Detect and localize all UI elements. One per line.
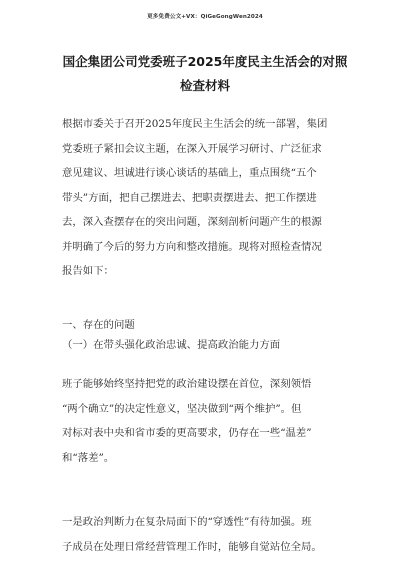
subsection-heading-text: （一）在带头强化政治忠诚、提高政治能力方面	[62, 339, 281, 351]
title-line-1: 国企集团公司党委班子2025年度民主生活会的对照	[62, 54, 348, 69]
body-line: 对标对表中央和省市委的更高要求，仍存在一些“温差”	[62, 427, 312, 439]
document-title	[55, 50, 355, 98]
intro-line: 并明确了今后的努力方向和整改措施。现将对照检查情况	[62, 240, 322, 253]
intro-line: 报告如下：	[62, 265, 114, 277]
body-line: “两个确立”的决定性意义，坚决做到“两个维护”。但	[62, 402, 302, 415]
body-line: 一是政治判断力在复杂局面下的“穿透性”有待加强。班	[62, 516, 312, 528]
intro-line: 根据市委关于召开2025年度民主生活会的统一部署，集团	[62, 118, 328, 130]
section-heading-text: 一、存在的问题	[62, 319, 135, 331]
intro-line: 去，深入查摆存在的突出问题，深刻剖析问题产生的根源	[62, 216, 322, 228]
body-line: 和“落差”。	[62, 451, 115, 464]
intro-line: 带头”方面，把自己摆进去、把职责摆进去、把工作摆进	[62, 191, 317, 204]
body-paragraph	[62, 372, 357, 470]
header-note: 更多免费公文+VX：QiGeGongWen2024	[147, 14, 263, 20]
body-line: 班子能够始终坚持把党的政治建设摆在首位，深刻领悟	[62, 378, 312, 390]
body-paragraph	[62, 510, 357, 559]
intro-line: 党委班子紧扣会议主题，在深入开展学习研讨、广泛征求	[62, 142, 322, 155]
intro-line: 意见建议、坦诚进行谈心谈话的基础上，重点围绕“五个	[62, 167, 317, 179]
subsection-heading	[62, 333, 357, 358]
body-line: 子成员在处理日常经营管理工作时，能够自觉站位全局。	[62, 540, 322, 553]
title-line-2: 检查材料	[179, 78, 230, 93]
intro-paragraph	[62, 112, 357, 284]
